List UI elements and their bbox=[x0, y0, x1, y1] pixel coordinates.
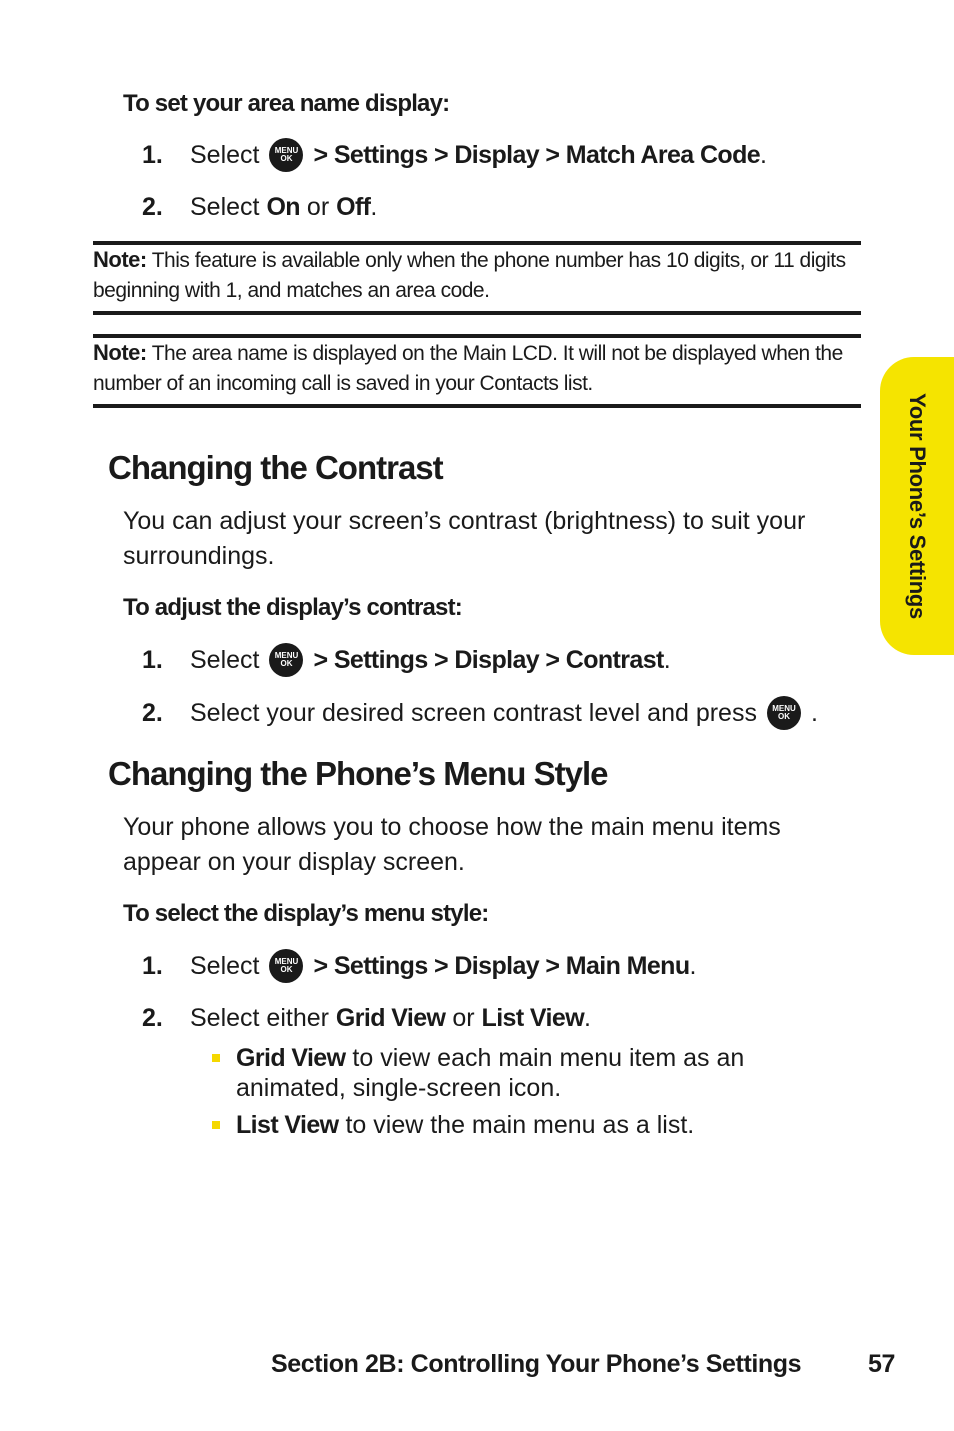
menu-ok-key-icon: MENU OK bbox=[767, 696, 801, 730]
contrast-intro: You can adjust your screen’s contrast (brightness) to suit your surroundings. bbox=[123, 507, 806, 570]
step-number: 1. bbox=[142, 951, 163, 980]
menu-path: > Settings > Display > Contrast bbox=[313, 645, 664, 674]
step-area-name-2: 2. Select On or Off . bbox=[142, 192, 378, 221]
step-number: 1. bbox=[142, 140, 163, 169]
procedure-heading-area-name: To set your area name display: bbox=[123, 90, 450, 117]
option-off: Off bbox=[336, 192, 371, 221]
step-menu-style-2: 2. Select either Grid View or List View . bbox=[142, 1003, 591, 1032]
step-number: 1. bbox=[142, 645, 163, 674]
step-text: Select bbox=[190, 140, 260, 169]
note-digits: Note: This feature is available only when the phone number has 10 digits, or 11 digits beginning with 1, and matches an area code. bbox=[93, 247, 846, 302]
note-main-lcd: Note: The area name is displayed on the Main LCD. It will not be displayed when the number of an incoming call is saved in your Contacts list. bbox=[93, 340, 843, 395]
bullet-square-icon bbox=[212, 1121, 220, 1129]
menu-ok-key-icon: MENU OK bbox=[269, 643, 303, 677]
menu-ok-key-icon: MENU OK bbox=[269, 138, 303, 172]
menu-path: > Settings > Display > Main Menu bbox=[313, 951, 690, 980]
menu-path: > Settings > Display > Match Area Code bbox=[313, 140, 761, 169]
step-area-name-1: 1. Select MENU OK > Settings > Display > Match Area Code . bbox=[142, 138, 842, 172]
page-number: 57 bbox=[868, 1350, 896, 1378]
option-grid-view: Grid View bbox=[335, 1003, 446, 1032]
side-tab bbox=[880, 357, 954, 655]
menu-ok-key-icon: MENU OK bbox=[269, 949, 303, 983]
procedure-heading-contrast: To adjust the display’s contrast: bbox=[123, 594, 462, 621]
footer-section-title: Section 2B: Controlling Your Phone’s Settings bbox=[271, 1350, 802, 1378]
side-tab-label: Your Phone’s Settings bbox=[905, 393, 930, 619]
option-list-view: List View bbox=[481, 1003, 585, 1032]
option-on: On bbox=[266, 192, 300, 221]
step-number: 2. bbox=[142, 1003, 163, 1032]
step-menu-style-1: 1. Select MENU OK > Settings > Display > Main Menu . bbox=[142, 949, 842, 983]
step-number: 2. bbox=[142, 192, 163, 221]
procedure-heading-menu-style: To select the display’s menu style: bbox=[123, 900, 489, 927]
step-contrast-1: 1. Select MENU OK > Settings > Display > Contrast . bbox=[142, 643, 842, 677]
bullet-square-icon bbox=[212, 1054, 220, 1062]
note-rule-bottom bbox=[93, 311, 861, 315]
section-title-menu-style: Changing the Phone’s Menu Style bbox=[108, 755, 608, 792]
section-title-contrast: Changing the Contrast bbox=[108, 449, 443, 486]
note-rule-bottom bbox=[93, 404, 861, 408]
step-contrast-2: 2. Select your desired screen contrast level and press MENU OK . bbox=[142, 696, 862, 730]
menu-style-intro: Your phone allows you to choose how the main menu items appear on your display screen. bbox=[123, 813, 781, 876]
step-number: 2. bbox=[142, 698, 163, 727]
